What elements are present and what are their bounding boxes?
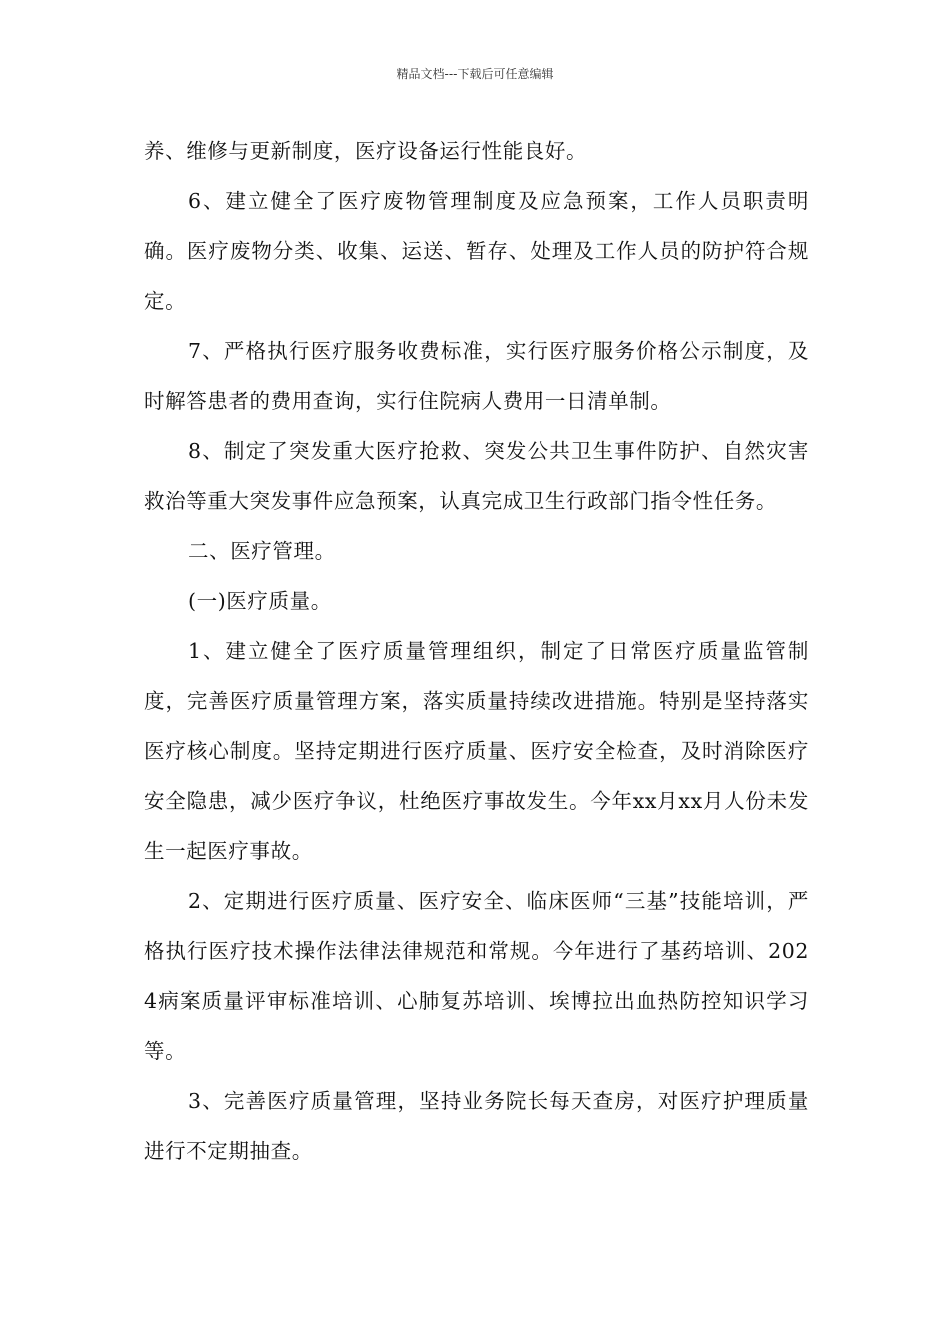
paragraph-item-8: 8、制定了突发重大医疗抢救、突发公共卫生事件防护、自然灾害救治等重大突发事件应急预案，认真完成卫生行政部门指令性任务。 bbox=[144, 439, 809, 513]
subsection-heading-medical-quality: (一)医疗质量。 bbox=[188, 589, 332, 613]
paragraph-continuation: 养、维修与更新制度，医疗设备运行性能良好。 bbox=[144, 139, 588, 163]
paragraph-item-1: 1、建立健全了医疗质量管理组织，制定了日常医疗质量监管制度，完善医疗质量管理方案，落实质量持续改进措施。特别是坚持落实医疗核心制度。坚持定期进行医疗质量、医疗安全检查，及时消除医疗安全隐患，减少医疗争议，杜绝医疗事故发生。今年xx月xx月人份未发生一起医疗事故。 bbox=[144, 639, 809, 863]
page-header: 精品文档---下载后可任意编辑 bbox=[396, 67, 554, 81]
paragraph-item-3: 3、完善医疗质量管理，坚持业务院长每天查房，对医疗护理质量进行不定期抽查。 bbox=[144, 1089, 809, 1163]
paragraph-item-7: 7、严格执行医疗服务收费标准，实行医疗服务价格公示制度，及时解答患者的费用查询，实行住院病人费用一日清单制。 bbox=[144, 339, 809, 413]
paragraph-item-2: 2、定期进行医疗质量、医疗安全、临床医师“三基”技能培训，严格执行医疗技术操作法律法律规范和常规。今年进行了基药培训、2024病案质量评审标准培训、心肺复苏培训、埃博拉出血热防控知识学习等。 bbox=[144, 889, 809, 1063]
paragraph-item-6: 6、建立健全了医疗废物管理制度及应急预案，工作人员职责明确。医疗废物分类、收集、运送、暂存、处理及工作人员的防护符合规定。 bbox=[144, 189, 809, 313]
document-body bbox=[144, 126, 809, 1176]
section-heading-medical-management: 二、医疗管理。 bbox=[188, 539, 336, 563]
